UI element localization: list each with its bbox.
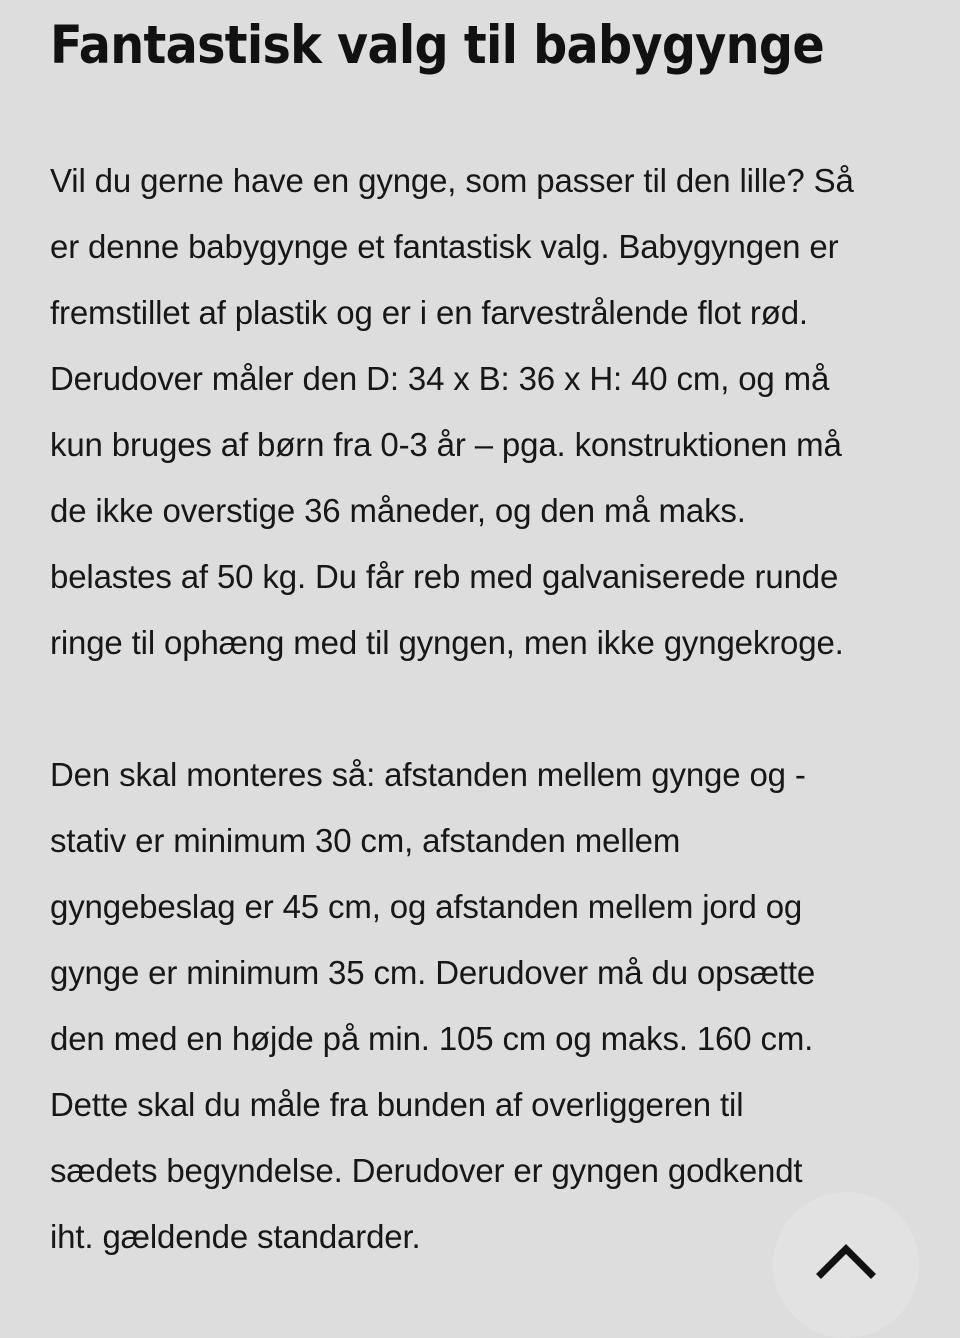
product-description <box>50 148 918 1270</box>
text-line: Vil du gerne have en gynge, som passer til den lille? Så <box>50 162 854 199</box>
text-line: belastes af 50 kg. Du får reb med galvaniserede runde <box>50 558 839 595</box>
text-line: gynge er minimum 35 cm. Derudover må du opsætte <box>50 954 816 991</box>
text-line: stativ er minimum 30 cm, afstanden mellem <box>50 822 681 859</box>
text-line: Derudover måler den D: 34 x B: 36 x H: 40 cm, og må <box>50 360 830 397</box>
text-line: kun bruges af børn fra 0-3 år – pga. konstruktionen må <box>50 426 842 463</box>
description-paragraph-mounting <box>50 742 918 1270</box>
chevron-up-icon <box>815 1230 877 1292</box>
text-line: ringe til ophæng med til gyngen, men ikke gyngekroge. <box>50 624 844 661</box>
text-line: er denne babygynge et fantastisk valg. Babygyngen er <box>50 228 839 265</box>
page-title: Fantastisk valg til babygynge <box>50 15 824 76</box>
text-line: de ikke overstige 36 måneder, og den må maks. <box>50 492 746 529</box>
text-line: Den skal monteres så: afstanden mellem gynge og - <box>50 756 806 793</box>
text-line: iht. gældende standarder. <box>50 1218 421 1255</box>
description-paragraph-intro <box>50 148 918 676</box>
text-line: den med en højde på min. 105 cm og maks. 160 cm. <box>50 1020 814 1057</box>
text-line: Dette skal du måle fra bunden af overliggeren til <box>50 1086 744 1123</box>
scroll-to-top-button[interactable] <box>773 1192 919 1338</box>
text-line: fremstillet af plastik og er i en farvestrålende flot rød. <box>50 294 808 331</box>
text-line: sædets begyndelse. Derudover er gyngen godkendt <box>50 1152 803 1189</box>
text-line: gyngebeslag er 45 cm, og afstanden mellem jord og <box>50 888 803 925</box>
